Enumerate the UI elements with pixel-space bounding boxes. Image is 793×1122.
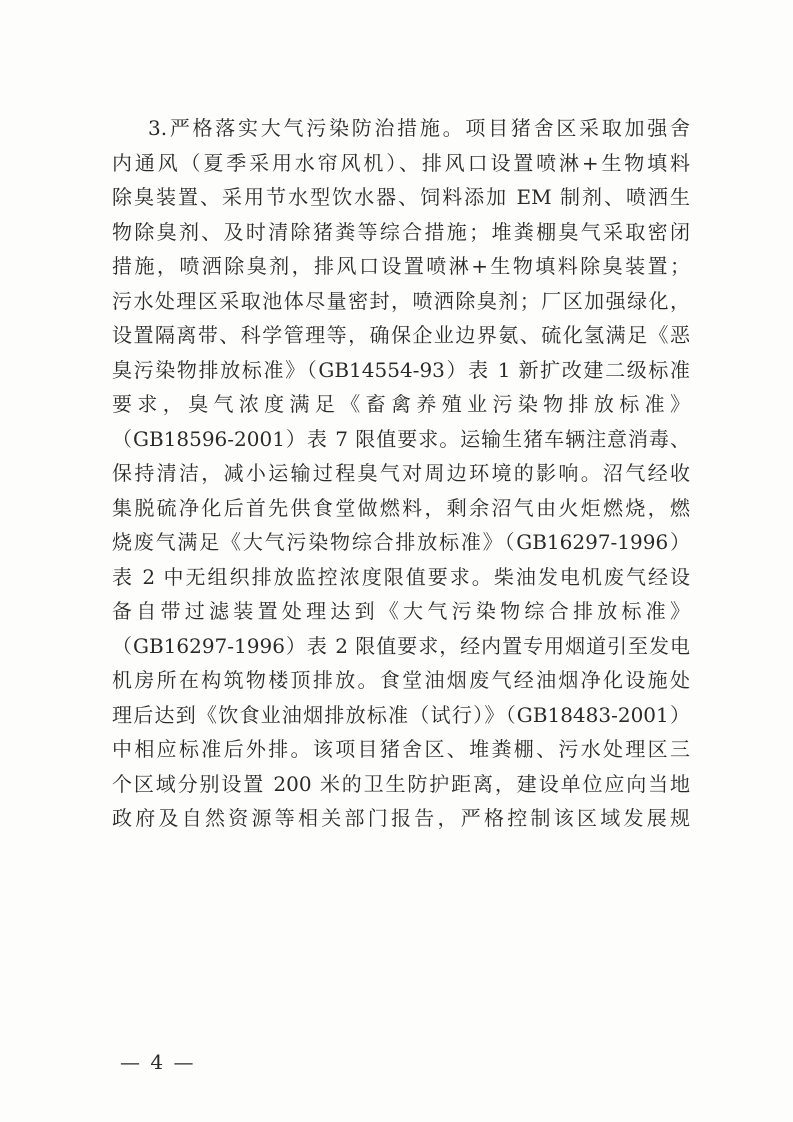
text-line: 政府及自然资源等相关部门报告，严格控制该区域发展规 xyxy=(112,806,690,830)
text-line: （GB16297-1996）表 2 限值要求，经内置专用烟道引至发电 xyxy=(112,633,690,658)
text-line: 臭污染物排放标准》（GB14554-93）表 1 新扩改建二级标准 xyxy=(112,357,690,382)
text-line: 内通风（夏季采用水帘风机）、排风口设置喷淋+生物填料 xyxy=(112,150,690,175)
text-line: 保持清洁，减小运输过程臭气对周边环境的影响。沼气经收 xyxy=(112,461,690,485)
text-line: 3.严格落实大气污染防治措施。项目猪舍区采取加强舍 xyxy=(148,116,690,140)
text-line: 物除臭剂、及时清除猪粪等综合措施；堆粪棚臭气采取密闭 xyxy=(112,219,690,244)
text-line: 表 2 中无组织排放监控浓度限值要求。柴油发电机废气经设 xyxy=(112,564,690,589)
text-line: 中相应标准后外排。该项目猪舍区、堆粪棚、污水处理区三 xyxy=(112,737,690,761)
text-line: 理后达到《饮食业油烟排放标准（试行）》（GB18483-2001） xyxy=(112,702,690,727)
text-line: 要求，臭气浓度满足《畜禽养殖业污染物排放标准》 xyxy=(112,392,690,416)
text-line: 措施，喷洒除臭剂，排风口设置喷淋+生物填料除臭装置； xyxy=(112,254,690,278)
text-line: 个区域分别设置 200 米的卫生防护距离，建设单位应向当地 xyxy=(112,771,690,796)
text-line: 烧废气满足《大气污染物综合排放标准》（GB16297-1996） xyxy=(112,530,690,554)
body-text xyxy=(112,111,690,836)
text-line: （GB18596-2001）表 7 限值要求。运输生猪车辆注意消毒、 xyxy=(112,426,690,451)
text-line: 除臭装置、采用节水型饮水器、饲料添加 EM 制剂、喷洒生 xyxy=(112,185,690,209)
text-line: 备自带过滤装置处理达到《大气污染物综合排放标准》 xyxy=(112,599,690,623)
text-line: 机房所在构筑物楼顶排放。食堂油烟废气经油烟净化设施处 xyxy=(112,668,690,692)
text-line: 污水处理区采取池体尽量密封，喷洒除臭剂；厂区加强绿化， xyxy=(112,288,690,313)
text-line: 设置隔离带、科学管理等，确保企业边界氨、硫化氢满足《恶 xyxy=(112,323,690,347)
page-number: — 4 — xyxy=(120,1050,196,1074)
text-line: 集脱硫净化后首先供食堂做燃料，剩余沼气由火炬燃烧，燃 xyxy=(112,495,690,520)
